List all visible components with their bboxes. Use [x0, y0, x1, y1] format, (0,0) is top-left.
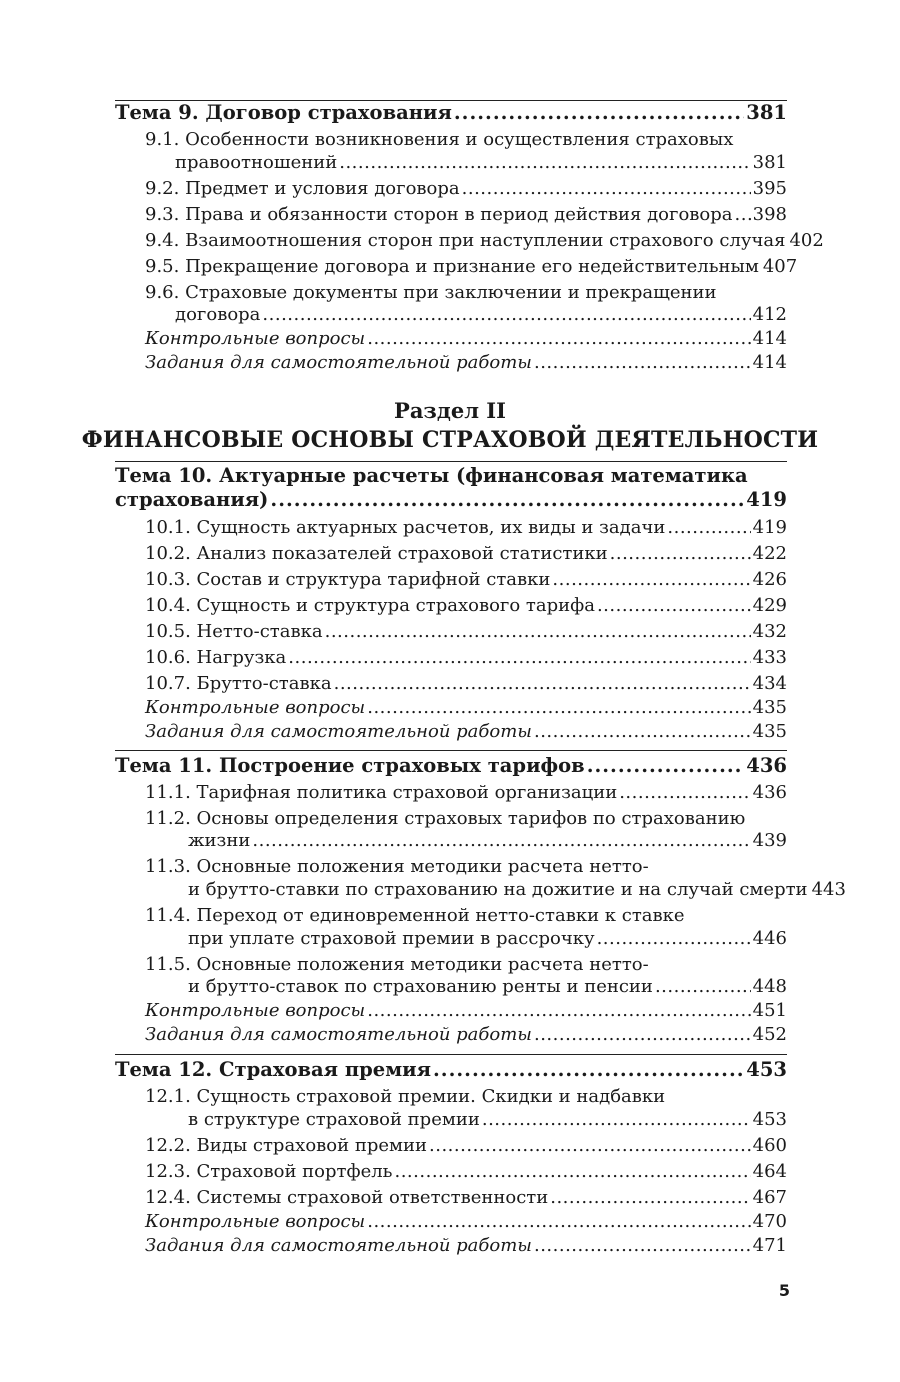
page-ref: 448: [752, 976, 787, 997]
item-title: 10.5. Нетто-ставка: [145, 621, 323, 642]
item-title: Контрольные вопросы: [145, 328, 366, 349]
page-ref: 443: [811, 879, 846, 900]
page-ref: 436: [746, 754, 787, 777]
toc-item-9-5[interactable]: [145, 256, 798, 278]
item-title: 9.4. Взаимоотношения сторон при наступлении страхового случая: [145, 230, 786, 251]
toc-item-11-3-line1: 11.3. Основные положения методики расчета нетто-: [145, 856, 649, 877]
toc-item-9-6-line1: 9.6. Страховые документы при заключении и прекращении: [145, 282, 717, 303]
page-ref: 432: [752, 621, 787, 642]
leader-dots: [597, 928, 751, 950]
item-title: 12.4. Системы страховой ответственности: [145, 1187, 549, 1208]
page-ref: 433: [752, 647, 787, 668]
page-ref: 412: [752, 304, 787, 325]
page-ref: 446: [752, 928, 787, 949]
toc-item-11-tasks[interactable]: [145, 1024, 787, 1046]
page-ref: 435: [752, 721, 787, 742]
toc-item-11-5-line1: 11.5. Основные положения методики расчета нетто-: [145, 954, 649, 975]
page-ref: 435: [752, 697, 787, 718]
divider: [115, 1054, 787, 1055]
item-title: договора: [175, 304, 261, 325]
toc-item-9-2[interactable]: [145, 178, 787, 200]
section-label: Раздел II: [394, 398, 506, 423]
page-ref: 381: [746, 101, 787, 124]
leader-dots: [339, 152, 750, 174]
item-title: и брутто-ставок по страхованию ренты и пенсии: [188, 976, 653, 997]
leader-dots: [429, 1135, 751, 1157]
leader-dots: [288, 647, 750, 669]
page-ref: 452: [752, 1024, 787, 1045]
page-ref: 436: [752, 782, 787, 803]
toc-item-12-3[interactable]: [145, 1161, 787, 1183]
leader-dots: [735, 204, 751, 226]
item-title: 10.1. Сущность актуарных расчетов, их виды и задачи: [145, 517, 666, 538]
item-title: 10.3. Состав и структура тарифной ставки: [145, 569, 551, 590]
item-title: 12.3. Страховой портфель: [145, 1161, 393, 1182]
leader-dots: [587, 755, 745, 777]
item-title: 9.3. Права и обязанности сторон в период действия договора: [145, 204, 733, 225]
page-ref: 414: [752, 328, 787, 349]
item-title: Задания для самостоятельной работы: [145, 1024, 532, 1045]
item-title: Контрольные вопросы: [145, 697, 366, 718]
page-ref: 434: [752, 673, 787, 694]
item-title: в структуре страховой премии: [188, 1109, 480, 1130]
leader-dots: [482, 1109, 751, 1131]
toc-topic-12[interactable]: [115, 1059, 787, 1081]
leader-dots: [394, 1161, 750, 1183]
page-ref: 395: [752, 178, 787, 199]
leader-dots: [270, 489, 744, 511]
page-ref: 429: [752, 595, 787, 616]
toc-item-10-6[interactable]: [145, 647, 787, 669]
toc-item-11-questions[interactable]: [145, 1000, 787, 1022]
toc-item-9-1-line1: 9.1. Особенности возникновения и осуществления страховых: [145, 129, 734, 150]
page-ref: 398: [752, 204, 787, 225]
page-ref: 467: [752, 1187, 787, 1208]
toc-item-10-tasks[interactable]: [145, 721, 787, 743]
toc-item-10-4[interactable]: [145, 595, 787, 617]
page-ref: 471: [752, 1235, 787, 1256]
section-title: ФИНАНСОВЫЕ ОСНОВЫ СТРАХОВОЙ ДЕЯТЕЛЬНОСТИ: [81, 427, 819, 453]
item-title: 11.1. Тарифная политика страховой организации: [145, 782, 618, 803]
leader-dots: [550, 1187, 750, 1209]
page-ref: 460: [752, 1135, 787, 1156]
leader-dots: [454, 102, 744, 124]
page-ref: 451: [752, 1000, 787, 1021]
toc-item-11-5[interactable]: [188, 976, 787, 998]
toc-item-12-questions[interactable]: [145, 1211, 787, 1233]
topic-title: страхования): [115, 488, 269, 511]
toc-topic-10-line1: Тема 10. Актуарные расчеты (финансовая математика: [115, 464, 748, 487]
item-title: при уплате страховой премии в рассрочку: [188, 928, 595, 949]
item-title: 9.2. Предмет и условия договора: [145, 178, 460, 199]
leader-dots: [534, 721, 751, 743]
page-ref: 464: [752, 1161, 787, 1182]
page-ref: 439: [752, 830, 787, 851]
item-title: Задания для самостоятельной работы: [145, 1235, 532, 1256]
page-ref: 470: [752, 1211, 787, 1232]
page-number: 5: [778, 1281, 790, 1300]
page-ref: 402: [789, 230, 824, 251]
toc-item-10-2[interactable]: [145, 543, 787, 565]
item-title: 10.7. Брутто-ставка: [145, 673, 332, 694]
page-ref: 426: [752, 569, 787, 590]
item-title: Контрольные вопросы: [145, 1211, 366, 1232]
toc-item-11-2[interactable]: [188, 830, 787, 852]
leader-dots: [367, 697, 750, 719]
page-ref: 407: [762, 256, 798, 277]
toc-item-12-4[interactable]: [145, 1187, 787, 1209]
toc-item-11-4[interactable]: [188, 928, 787, 950]
page-ref: 381: [752, 152, 787, 173]
toc-item-12-tasks[interactable]: [145, 1235, 787, 1257]
toc-item-10-3[interactable]: [145, 569, 787, 591]
page-ref: 453: [752, 1109, 787, 1130]
toc-item-12-1[interactable]: [188, 1109, 787, 1131]
toc-item-10-5[interactable]: [145, 621, 787, 643]
leader-dots: [534, 1024, 751, 1046]
topic-title: Тема 9. Договор страхования: [115, 101, 452, 124]
item-title: Контрольные вопросы: [145, 1000, 366, 1021]
toc-item-9-questions[interactable]: [145, 328, 787, 350]
leader-dots: [619, 782, 750, 804]
item-title: жизни: [188, 830, 251, 851]
toc-item-11-3[interactable]: [188, 879, 846, 901]
divider: [115, 461, 787, 462]
leader-dots: [534, 1235, 751, 1257]
toc-item-10-questions[interactable]: [145, 697, 787, 719]
item-title: правоотношений: [175, 152, 338, 173]
toc-item-11-2-line1: 11.2. Основы определения страховых тарифов по страхованию: [145, 808, 746, 829]
leader-dots: [367, 1211, 750, 1233]
toc-item-12-1-line1: 12.1. Сущность страховой премии. Скидки и надбавки: [145, 1086, 666, 1107]
toc-item-9-6[interactable]: [175, 304, 787, 326]
leader-dots: [334, 673, 751, 695]
page-ref: 422: [752, 543, 787, 564]
toc-item-9-tasks[interactable]: [145, 352, 787, 374]
item-title: и брутто-ставки по страхованию на дожитие и на случай смерти: [188, 879, 808, 900]
leader-dots: [325, 621, 751, 643]
toc-item-9-3[interactable]: [145, 204, 787, 226]
page-ref: 419: [752, 517, 787, 538]
page-ref: 453: [746, 1058, 787, 1081]
divider: [115, 750, 787, 751]
topic-title: Тема 11. Построение страховых тарифов: [115, 754, 585, 777]
item-title: 9.5. Прекращение договора и признание его недействительным: [145, 256, 759, 277]
leader-dots: [462, 178, 751, 200]
toc-topic-11[interactable]: [115, 755, 787, 777]
toc-item-10-1[interactable]: [145, 517, 787, 539]
toc-item-9-1[interactable]: [175, 152, 787, 174]
leader-dots: [655, 976, 751, 998]
item-title: 10.4. Сущность и структура страхового тарифа: [145, 595, 595, 616]
leader-dots: [552, 569, 750, 591]
item-title: 10.2. Анализ показателей страховой статистики: [145, 543, 608, 564]
leader-dots: [597, 595, 751, 617]
item-title: Задания для самостоятельной работы: [145, 721, 532, 742]
toc-item-10-7[interactable]: [145, 673, 787, 695]
leader-dots: [367, 1000, 750, 1022]
item-title: 10.6. Нагрузка: [145, 647, 287, 668]
item-title: Задания для самостоятельной работы: [145, 352, 532, 373]
leader-dots: [367, 328, 750, 350]
toc-item-11-4-line1: 11.4. Переход от единовременной нетто-ставки к ставке: [145, 905, 685, 926]
leader-dots: [534, 352, 751, 374]
toc-item-12-2[interactable]: [145, 1135, 787, 1157]
toc-item-9-4[interactable]: [145, 230, 824, 252]
leader-dots: [433, 1059, 744, 1081]
leader-dots: [667, 517, 750, 539]
toc-topic-10[interactable]: [115, 489, 787, 511]
leader-dots: [262, 304, 750, 326]
leader-dots: [610, 543, 751, 565]
page-ref: 414: [752, 352, 787, 373]
leader-dots: [252, 830, 750, 852]
item-title: 12.2. Виды страховой премии: [145, 1135, 428, 1156]
page-ref: 419: [746, 488, 787, 511]
toc-topic-9[interactable]: [115, 102, 787, 124]
topic-title: Тема 12. Страховая премия: [115, 1058, 431, 1081]
toc-item-11-1[interactable]: [145, 782, 787, 804]
